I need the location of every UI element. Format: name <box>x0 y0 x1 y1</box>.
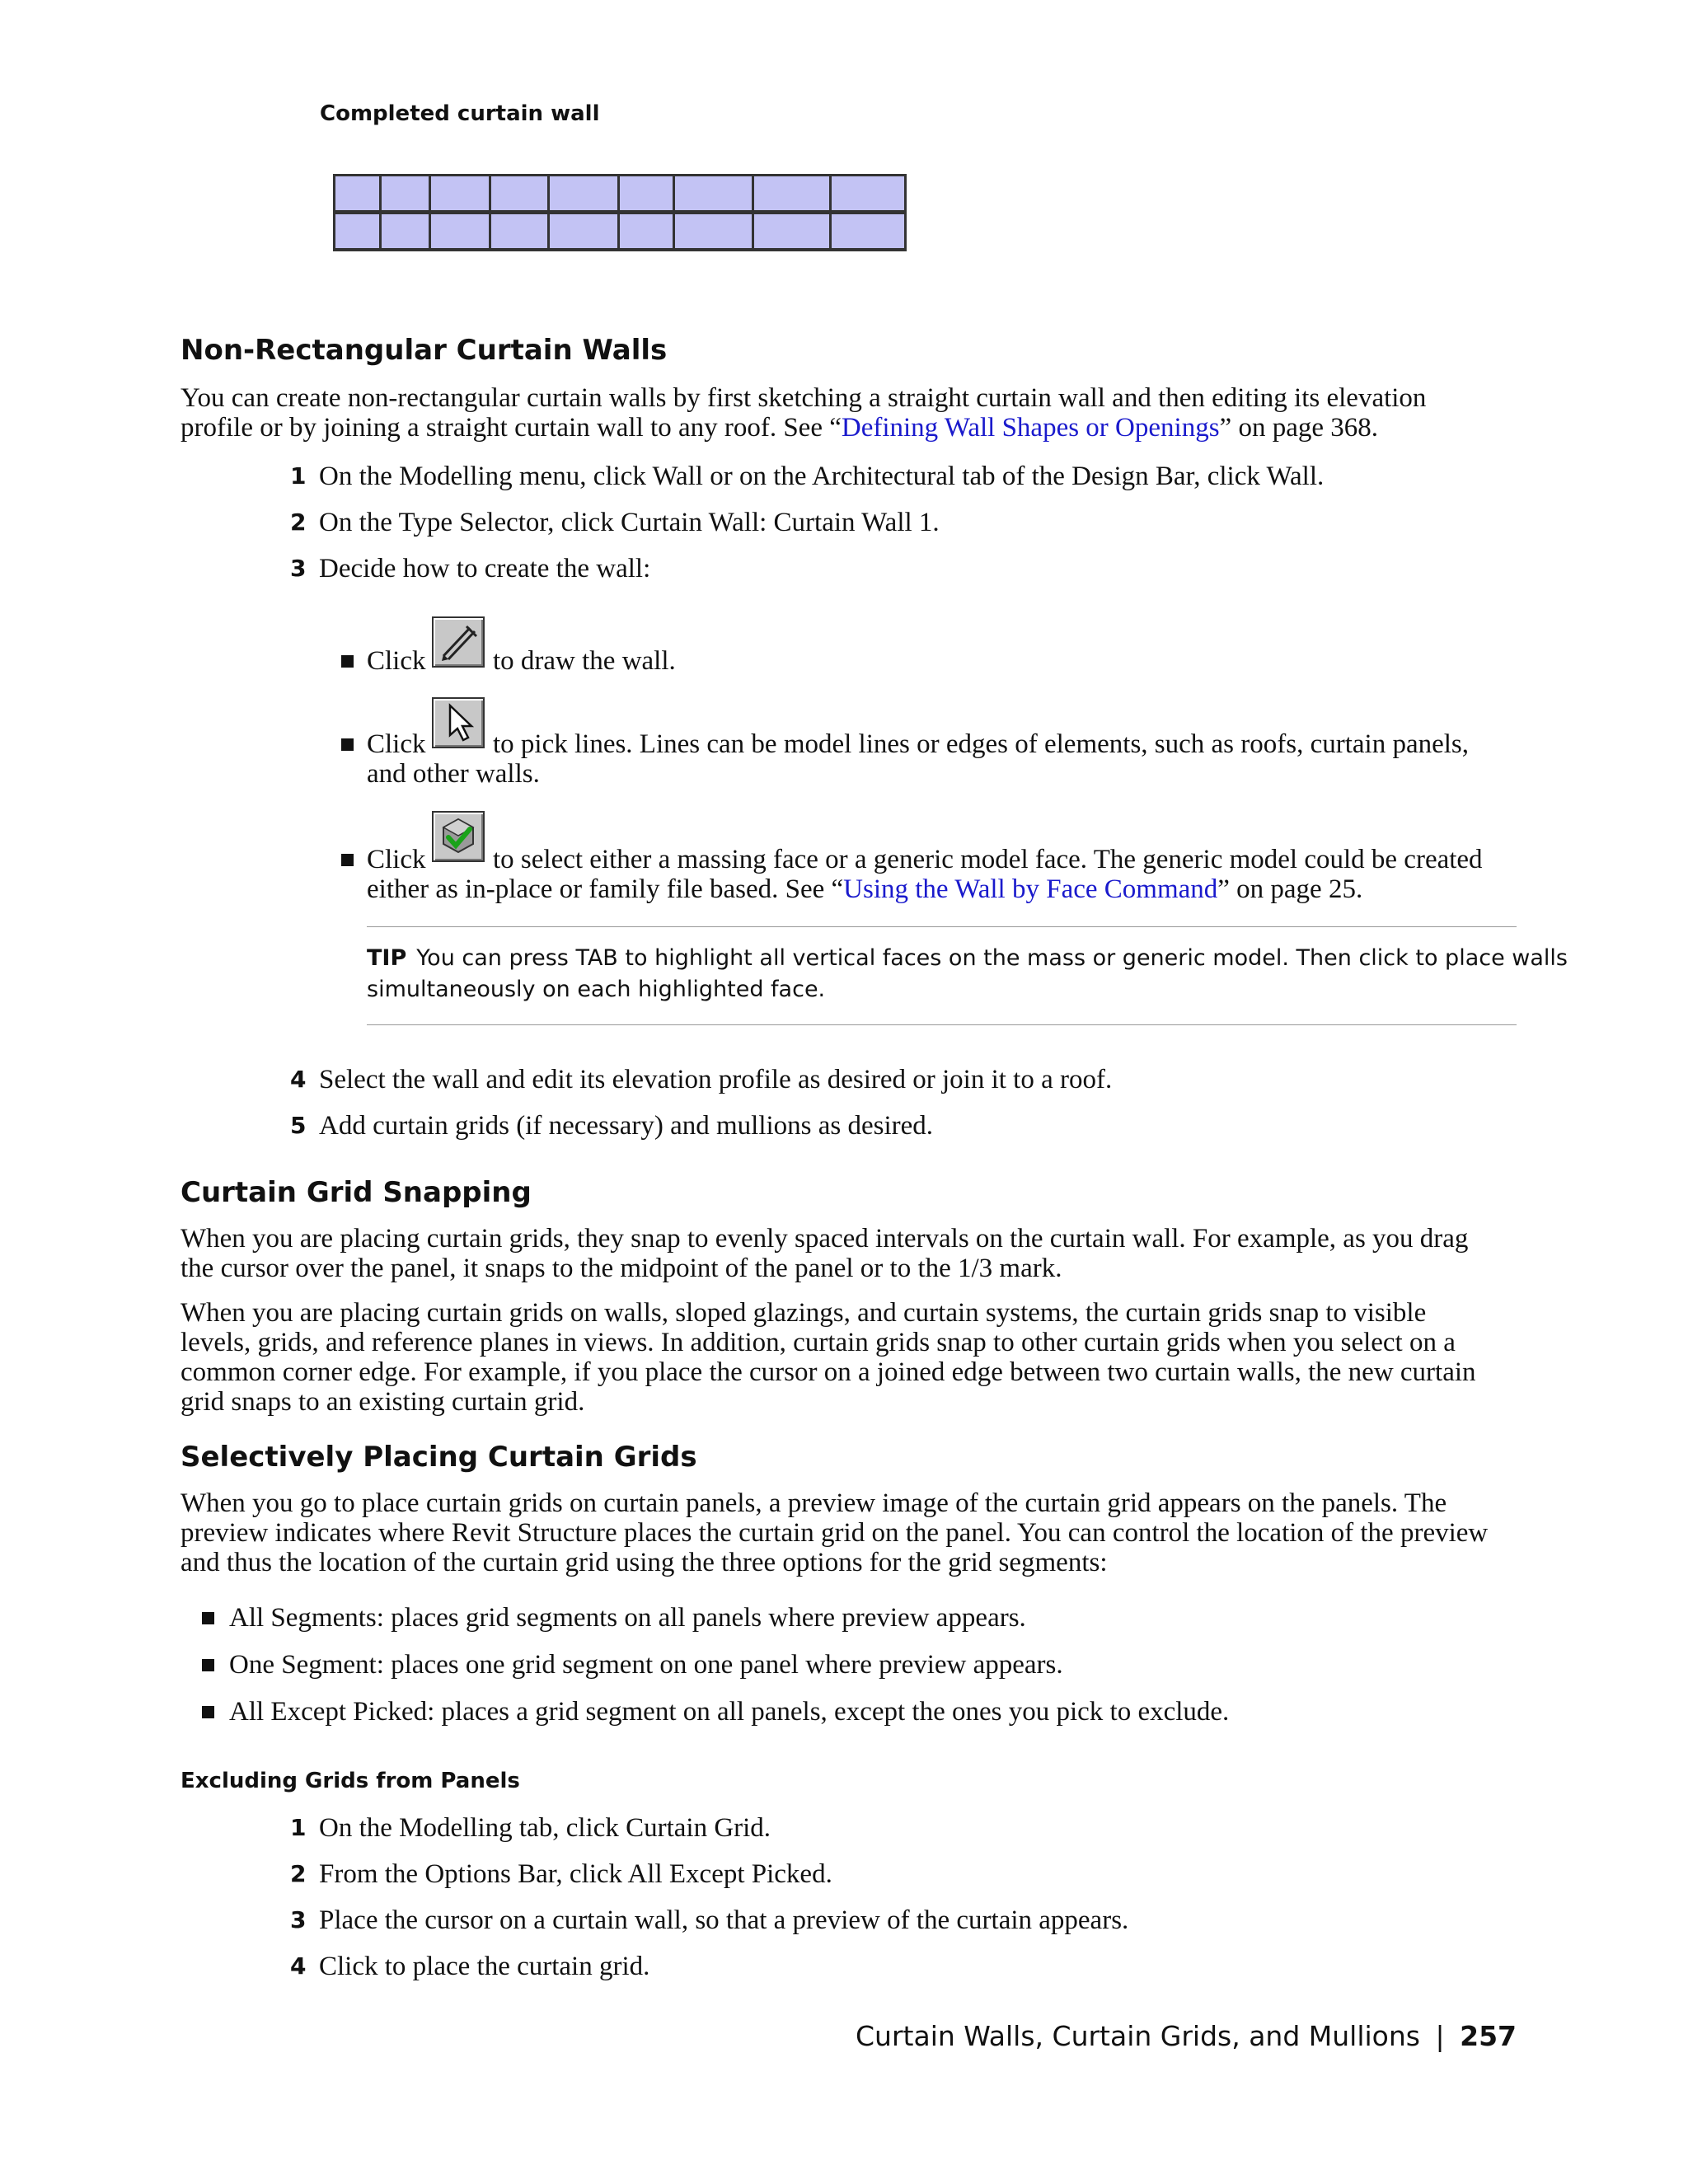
option-one-segment: One Segment: places one grid segment on one panel where preview appears. <box>229 1650 1063 1680</box>
bullet-face-pre: Click <box>367 845 426 874</box>
exclude-step-2: 2 From the Options Bar, click All Except Picked. <box>290 1859 832 1889</box>
step-1: 1 On the Modelling menu, click Wall or on the Architectural tab of the Design Bar, click Wall. <box>290 462 1325 491</box>
tip-top-rule <box>367 926 1517 927</box>
step-5: 5 Add curtain grids (if necessary) and mullions as desired. <box>290 1111 934 1141</box>
pick-lines-button[interactable] <box>432 697 485 748</box>
pick-face-button[interactable] <box>432 811 485 862</box>
bullet-marker <box>341 738 354 751</box>
tip-label: TIP <box>367 945 407 971</box>
bullet-marker <box>202 1612 214 1624</box>
option-all-except-picked: All Except Picked: places a grid segment on all panels, except the ones you pick to exclude. <box>229 1697 1230 1727</box>
option-all-segments: All Segments: places grid segments on all panels where preview appears. <box>229 1603 1026 1633</box>
bullet-marker <box>202 1659 214 1671</box>
bullet-draw-pre: Click <box>367 646 426 676</box>
bullet-pick-line2: and other walls. <box>367 759 540 789</box>
bullet-draw-post: to draw the wall. <box>493 646 676 676</box>
step-4: 4 Select the wall and edit its elevation profile as desired or join it to a roof. <box>290 1065 1113 1094</box>
bullet-marker <box>341 655 354 668</box>
bullet-pick-post: to pick lines. Lines can be model lines or edges of elements, such as roofs, curtain panels, <box>493 729 1470 759</box>
tip-bottom-rule <box>367 1024 1517 1025</box>
curtain-wall-figure <box>333 174 907 251</box>
exclude-step-1: 1 On the Modelling tab, click Curtain Grid. <box>290 1813 771 1843</box>
page-number: 257 <box>1460 2020 1517 2052</box>
bullet-marker <box>202 1706 214 1718</box>
draw-button[interactable] <box>432 616 485 668</box>
intro-paragraph: You can create non-rectangular curtain walls by first sketching a straight curtain wall and then editing its elevation profile or by joining a straight curtain wall to any roof. See “Defining Wall Shapes or Openings” on page 368. <box>181 383 1427 443</box>
exclude-step-3: 3 Place the cursor on a curtain wall, so that a preview of the curtain appears. <box>290 1905 1129 1935</box>
section-heading-selectively-placing: Selectively Placing Curtain Grids <box>181 1441 697 1474</box>
pencil-icon <box>434 618 483 666</box>
snapping-paragraph-1: When you are placing curtain grids, they snap to evenly spaced intervals on the curtain wall. For example, as you drag the cursor over the panel, it snaps to the midpoint of the panel or to the 1/3 mark. <box>181 1224 1469 1283</box>
selective-paragraph: When you go to place curtain grids on curtain panels, a preview image of the curtain grid appears on the panels. The preview indicates where Revit Structure places the curtain grid on the panel. You can control the location of the preview and thus the location of the curtain grid using the three options for the grid segments: <box>181 1488 1489 1577</box>
subheading-excluding-grids: Excluding Grids from Panels <box>181 1769 520 1793</box>
link-defining-wall-shapes[interactable]: Defining Wall Shapes or Openings <box>841 413 1220 443</box>
link-wall-by-face[interactable]: Using the Wall by Face Command <box>843 874 1218 904</box>
face-select-icon <box>434 813 483 860</box>
tip-box: TIP You can press TAB to highlight all vertical faces on the mass or generic model. Then click to place walls simultaneously on each highlighted face. <box>367 945 1568 1002</box>
snapping-paragraph-2: When you are placing curtain grids on walls, sloped glazings, and curtain systems, the curtain grids snap to visible levels, grids, and reference planes in views. In addition, curtain grids snap to other curtain grids when you select on a common corner edge. For example, if you place the cursor on a joined edge between two curtain walls, the new curtain grid snaps to an existing curtain grid. <box>181 1298 1476 1417</box>
section-heading-grid-snapping: Curtain Grid Snapping <box>181 1176 532 1209</box>
chapter-title: Curtain Walls, Curtain Grids, and Mullions <box>856 2020 1420 2052</box>
bullet-pick-pre: Click <box>367 729 426 759</box>
bullet-marker <box>341 854 354 866</box>
section-heading-non-rectangular: Non-Rectangular Curtain Walls <box>181 334 668 367</box>
step-2: 2 On the Type Selector, click Curtain Wall: Curtain Wall 1. <box>290 508 940 537</box>
figure-caption: Completed curtain wall <box>320 101 600 126</box>
page-footer <box>856 2020 1517 2052</box>
footer-separator: | <box>1435 2020 1445 2052</box>
pick-arrow-icon <box>434 699 483 747</box>
bullet-face-post: to select either a massing face or a generic model face. The generic model could be created <box>493 845 1483 874</box>
exclude-step-4: 4 Click to place the curtain grid. <box>290 1952 650 1981</box>
bullet-face-line2: either as in-place or family file based. See “Using the Wall by Face Command” on page 25. <box>367 874 1363 904</box>
step-3: 3 Decide how to create the wall: <box>290 554 651 583</box>
